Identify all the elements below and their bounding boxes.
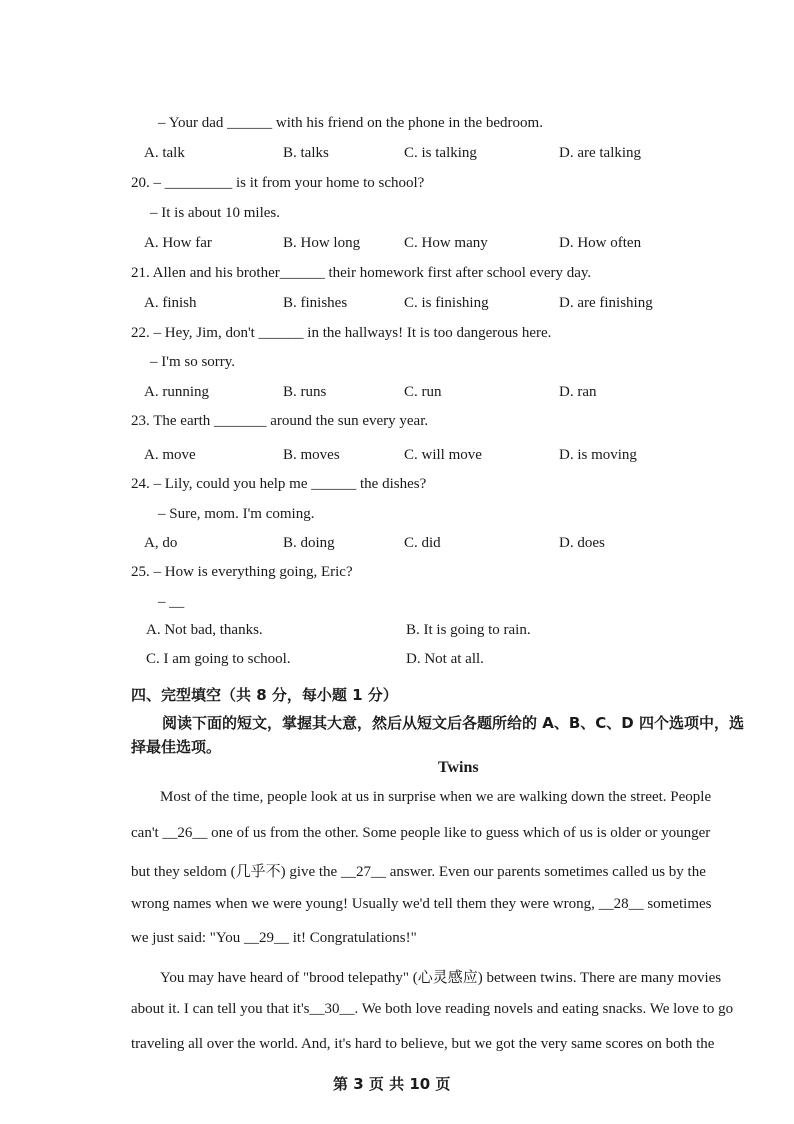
q23-option-d: D. is moving <box>559 447 637 463</box>
q25-option-a: A. Not bad, thanks. <box>146 622 263 638</box>
q22-option-a: A. running <box>144 384 209 400</box>
q21-stem: 21. Allen and his brother______ their homework first after school every day. <box>131 265 592 281</box>
q24-option-a: A, do <box>144 535 178 551</box>
section-instruction-line2: 择最佳选项。 <box>131 738 222 756</box>
q24-option-b: B. doing <box>283 535 335 551</box>
passage-line: wrong names when we were young! Usually we'd tell them they were wrong, __28__ sometimes <box>131 896 712 912</box>
q19-stem: – Your dad ______ with his friend on the phone in the bedroom. <box>158 115 543 131</box>
passage-line: but they seldom (几乎不) give the __27__ answer. Even our parents sometimes called us by the <box>131 864 706 880</box>
q22-option-b: B. runs <box>283 384 327 400</box>
passage-title: Twins <box>438 759 479 776</box>
q25-option-c: C. I am going to school. <box>146 651 291 667</box>
passage-line: You may have heard of "brood telepathy" (心灵感应) between twins. There are many movies <box>160 970 722 986</box>
q25-option-b: B. It is going to rain. <box>406 622 531 638</box>
q20-option-d: D. How often <box>559 235 642 251</box>
q22-stem: 22. – Hey, Jim, don't ______ in the hallways! It is too dangerous here. <box>131 325 552 341</box>
q24-option-c: C. did <box>404 535 441 551</box>
q22-reply: – I'm so sorry. <box>150 354 236 370</box>
q25-reply: – __ <box>158 594 185 610</box>
q21-option-a: A. finish <box>144 295 197 311</box>
passage-line: Most of the time, people look at us in surprise when we are walking down the street. People <box>160 789 712 805</box>
q24-option-d: D. does <box>559 535 605 551</box>
q21-option-b: B. finishes <box>283 295 348 311</box>
q21-option-c: C. is finishing <box>404 295 489 311</box>
q22-option-c: C. run <box>404 384 442 400</box>
q20-stem: 20. – _________ is it from your home to school? <box>131 175 425 191</box>
q24-stem: 24. – Lily, could you help me ______ the dishes? <box>131 476 427 492</box>
passage-line: traveling all over the world. And, it's hard to believe, but we got the very same scores on both the <box>131 1036 715 1052</box>
passage-line: we just said: "You __29__ it! Congratulations!" <box>131 930 417 946</box>
q23-option-c: C. will move <box>404 447 482 463</box>
page-footer: 第 3 页 共 10 页 <box>333 1075 451 1093</box>
q23-stem: 23. The earth _______ around the sun every year. <box>131 413 429 429</box>
q20-option-b: B. How long <box>283 235 361 251</box>
passage-line: can't __26__ one of us from the other. Some people like to guess which of us is older or younger <box>131 825 711 841</box>
q23-option-b: B. moves <box>283 447 340 463</box>
q22-option-d: D. ran <box>559 384 597 400</box>
q19-option-a: A. talk <box>144 145 185 161</box>
q19-option-c: C. is talking <box>404 145 477 161</box>
q25-stem: 25. – How is everything going, Eric? <box>131 564 353 580</box>
passage-line: about it. I can tell you that it's__30__. We both love reading novels and eating snacks. We love to go <box>131 1001 734 1017</box>
q19-option-d: D. are talking <box>559 145 642 161</box>
q19-option-b: B. talks <box>283 145 329 161</box>
q24-reply: – Sure, mom. I'm coming. <box>158 506 315 522</box>
q23-option-a: A. move <box>144 447 196 463</box>
q20-reply: – It is about 10 miles. <box>150 205 280 221</box>
q21-option-d: D. are finishing <box>559 295 653 311</box>
q20-option-c: C. How many <box>404 235 488 251</box>
section-heading: 四、完型填空（共 8 分，每小题 1 分） <box>131 686 398 704</box>
q25-option-d: D. Not at all. <box>406 651 484 667</box>
q20-option-a: A. How far <box>144 235 212 251</box>
section-instruction-line1: 阅读下面的短文，掌握其大意，然后从短文后各题所给的 A、B、C、D 四个选项中，选 <box>162 714 744 732</box>
